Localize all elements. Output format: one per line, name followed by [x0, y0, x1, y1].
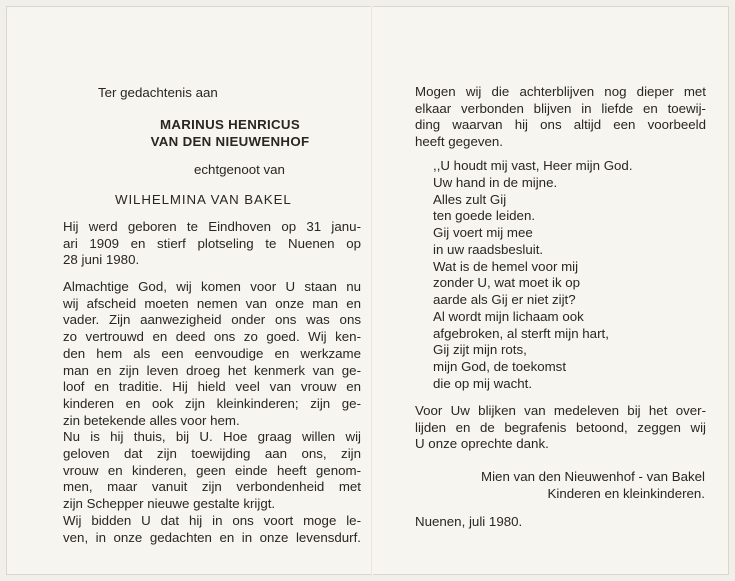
prayer-line: ven, in onze gedachten en in onze levensdurf. [63, 529, 361, 545]
prayer-line: vader. Zijn aanwezigheid onder ons was ons [63, 312, 361, 328]
biography-line: Hij werd geboren te Eindhoven op 31 janu- [63, 219, 361, 234]
prayer-line: zijn Schepper nieuwe gestalte krijgt. [63, 496, 276, 512]
poem-line: Al wordt mijn lichaam ook [433, 308, 584, 324]
thanks-line: Voor Uw blijken van medeleven bij het over- [415, 403, 706, 418]
thanks-line: U onze oprechte dank. [415, 436, 549, 452]
card-fold [371, 6, 373, 575]
poem-line: Wat is de hemel voor mij [433, 258, 579, 274]
poem [433, 158, 633, 393]
deceased-name-line2: VAN DEN NIEUWENHOF [150, 134, 310, 149]
poem-line: die op mij wacht. [433, 375, 533, 391]
poem-line: zonder U, wat moet ik op [433, 275, 581, 291]
deceased-name-line1: MARINUS HENRICUS [160, 117, 300, 132]
spouse-intro: echtgenoot van [194, 162, 285, 177]
spouse-name: WILHELMINA VAN BAKEL [115, 192, 292, 207]
closing-wish-line: heeft gegeven. [415, 134, 503, 150]
prayer-line: Wij bidden U dat hij in ons voort moge le- [63, 512, 361, 528]
poem-line: Gij voert mij mee [433, 225, 533, 240]
prayer-line: men, maar vanuit zijn verbondenheid met [63, 479, 361, 495]
poem-line: Uw hand in de mijne. [433, 174, 558, 190]
closing-wish [415, 84, 706, 151]
signature-family: Mien van den Nieuwenhof - van Bakel [481, 469, 705, 484]
biography-line: ari 1909 en stierf plotseling te Nuenen op [63, 235, 361, 251]
poem-line: Alles zult Gij [433, 191, 507, 207]
poem-line: Gij zijt mijn rots, [433, 342, 527, 358]
prayer-line: vrouw en kinderen, geen einde heeft genom- [63, 462, 361, 478]
prayer-line: geloven dat zijn toewijding aan ons, zijn [63, 446, 361, 462]
prayer-line: den hem als een eenvoudige en werkzame [63, 345, 361, 361]
thanks-text [415, 403, 706, 453]
prayer-line: wij afscheid moeten nemen van onze man en [63, 295, 361, 311]
poem-line: afgebroken, al sterft mijn hart, [433, 325, 609, 341]
biography [63, 219, 361, 269]
prayer-line: zo vertrouwd en deed ons zo goed. Wij ken- [63, 329, 361, 345]
closing-wish-line: Mogen wij die achterblijven nog dieper met [415, 84, 706, 99]
poem-line: ten goede leiden. [433, 208, 536, 224]
thanks-line: lijden en de begrafenis betoond, zeggen wij [415, 419, 706, 435]
closing-wish-line: ding waarvan hij ons altijd een voorbeeld [415, 117, 706, 133]
place-date: Nuenen, juli 1980. [415, 514, 523, 529]
memorial-intro: Ter gedachtenis aan [98, 85, 218, 100]
prayer-line: zin betekende alles voor hem. [63, 412, 240, 428]
prayer-line: man en zijn leven droeg het kenmerk van ge- [63, 362, 361, 378]
prayer-text [63, 279, 361, 546]
biography-line: 28 juni 1980. [63, 252, 140, 268]
poem-line: mijn God, de toekomst [433, 359, 567, 374]
prayer-line: loof en traditie. Hij hield veel van vrouw en [63, 379, 361, 395]
closing-wish-line: elkaar verbonden blijven in liefde en toewij- [415, 100, 706, 116]
poem-line: in uw raadsbesluit. [433, 241, 544, 257]
prayer-line: Nu is hij thuis, bij U. Hoe graag willen wij [63, 429, 361, 445]
signature-children: Kinderen en kleinkinderen. [547, 486, 705, 501]
poem-line: ,,U houdt mij vast, Heer mijn God. [433, 158, 633, 173]
prayer-line: Almachtige God, wij komen voor U staan nu [63, 279, 361, 294]
prayer-line: kinderen en ook zijn kleinkinderen; zijn ge- [63, 395, 361, 411]
poem-line: aarde als Gij er niet zijt? [433, 292, 576, 307]
